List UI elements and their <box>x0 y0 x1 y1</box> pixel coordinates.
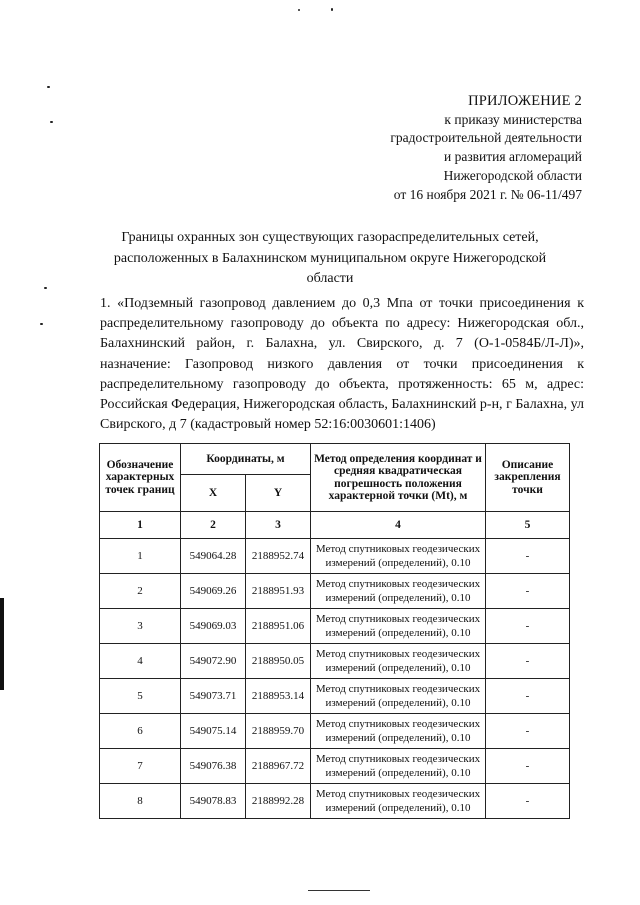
method-cell: Метод спутниковых геодезических измерений (определений), 0.10 <box>311 644 486 679</box>
point-number: 3 <box>100 609 181 644</box>
coord-y: 2188952.74 <box>246 539 311 574</box>
scan-speck <box>44 287 47 289</box>
method-cell: Метод спутниковых геодезических измерений (определений), 0.10 <box>311 539 486 574</box>
appendix-line: и развития агломераций <box>443 149 582 165</box>
title-line: расположенных в Балахнинском муниципальном округе Нижегородской <box>113 250 547 266</box>
description-cell: - <box>486 574 570 609</box>
header-description: Описание закрепления точки <box>486 444 570 512</box>
coord-x: 549075.14 <box>181 714 246 749</box>
table-row <box>100 784 570 819</box>
coord-y: 2188951.06 <box>246 609 311 644</box>
header-designation: Обозначение характерных точек границ <box>100 444 181 512</box>
coord-y: 2188992.28 <box>246 784 311 819</box>
table-row <box>100 644 570 679</box>
point-number: 4 <box>100 644 181 679</box>
document-title <box>60 228 600 290</box>
header-method: Метод определения координат и средняя квадратическая погрешность положения характерной точки (Mt), м <box>311 444 486 512</box>
coord-x: 549078.83 <box>181 784 246 819</box>
point-number: 1 <box>100 539 181 574</box>
table-row <box>100 749 570 784</box>
point-number: 2 <box>100 574 181 609</box>
appendix-line: к приказу министерства <box>444 111 582 127</box>
coord-y: 2188950.05 <box>246 644 311 679</box>
column-number: 4 <box>311 512 486 539</box>
coord-y: 2188951.93 <box>246 574 311 609</box>
coord-x: 549069.26 <box>181 574 246 609</box>
header-y: Y <box>246 475 311 512</box>
header-x: X <box>181 475 246 512</box>
coord-x: 549072.90 <box>181 644 246 679</box>
method-cell: Метод спутниковых геодезических измерений (определений), 0.10 <box>311 714 486 749</box>
table-row <box>100 539 570 574</box>
table-row <box>100 574 570 609</box>
coord-x: 549069.03 <box>181 609 246 644</box>
coord-x: 549076.38 <box>181 749 246 784</box>
appendix-line: градостроительной деятельности <box>390 130 582 146</box>
coord-y: 2188959.70 <box>246 714 311 749</box>
coord-y: 2188953.14 <box>246 679 311 714</box>
scan-speck <box>40 323 43 325</box>
method-cell: Метод спутниковых геодезических измерений (определений), 0.10 <box>311 749 486 784</box>
description-cell: - <box>486 714 570 749</box>
column-number: 2 <box>181 512 246 539</box>
method-cell: Метод спутниковых геодезических измерений (определений), 0.10 <box>311 784 486 819</box>
appendix-line: Нижегородской области <box>443 167 582 183</box>
footer-rule <box>308 890 370 891</box>
method-cell: Метод спутниковых геодезических измерений (определений), 0.10 <box>311 609 486 644</box>
scan-speck <box>331 8 333 11</box>
coord-x: 549064.28 <box>181 539 246 574</box>
table-row <box>100 609 570 644</box>
description-cell: - <box>486 609 570 644</box>
header-coordinates: Координаты, м <box>181 444 311 475</box>
table-row <box>100 714 570 749</box>
column-number: 3 <box>246 512 311 539</box>
description-cell: - <box>486 749 570 784</box>
method-cell: Метод спутниковых геодезических измерений (определений), 0.10 <box>311 574 486 609</box>
scan-speck <box>50 121 53 123</box>
item-paragraph: 1. «Подземный газопровод давлением до 0,3 Мпа от точки присоединения к распределительному газопроводу до объекта по адресу: Нижегородская обл., Балахнинский район, г. Балахна, ул. Свирского, д. 7 (О-1-0584Б/Л-Л)», назначение: Газопровод низкого давления от точки присоединения к распределительному газопроводу до объекта, протяженность: 65 м, адрес: Российская Федерация, Нижегородская область, Балахнинский р-н, г Балахна, ул Свирского, д 7 (кадастровый номер 52:16:0030601:1406) <box>100 296 584 433</box>
description-cell: - <box>486 539 570 574</box>
point-number: 6 <box>100 714 181 749</box>
scan-speck <box>47 86 50 88</box>
coord-x: 549073.71 <box>181 679 246 714</box>
coordinates-table <box>99 443 570 819</box>
title-line: области <box>306 271 354 286</box>
description-cell: - <box>486 644 570 679</box>
column-number: 5 <box>486 512 570 539</box>
point-number: 5 <box>100 679 181 714</box>
description-cell: - <box>486 784 570 819</box>
point-number: 7 <box>100 749 181 784</box>
title-line: Границы охранных зон существующих газораспределительных сетей, <box>121 230 539 245</box>
appendix-order-date: от 16 ноября 2021 г. № 06-11/497 <box>393 186 582 202</box>
appendix-title: ПРИЛОЖЕНИЕ 2 <box>468 93 582 109</box>
column-number: 1 <box>100 512 181 539</box>
method-cell: Метод спутниковых геодезических измерений (определений), 0.10 <box>311 679 486 714</box>
scan-edge-mark <box>0 598 4 690</box>
point-number: 8 <box>100 784 181 819</box>
appendix-header <box>390 92 582 204</box>
description-cell: - <box>486 679 570 714</box>
scan-speck <box>298 9 300 11</box>
table-row <box>100 679 570 714</box>
coord-y: 2188967.72 <box>246 749 311 784</box>
